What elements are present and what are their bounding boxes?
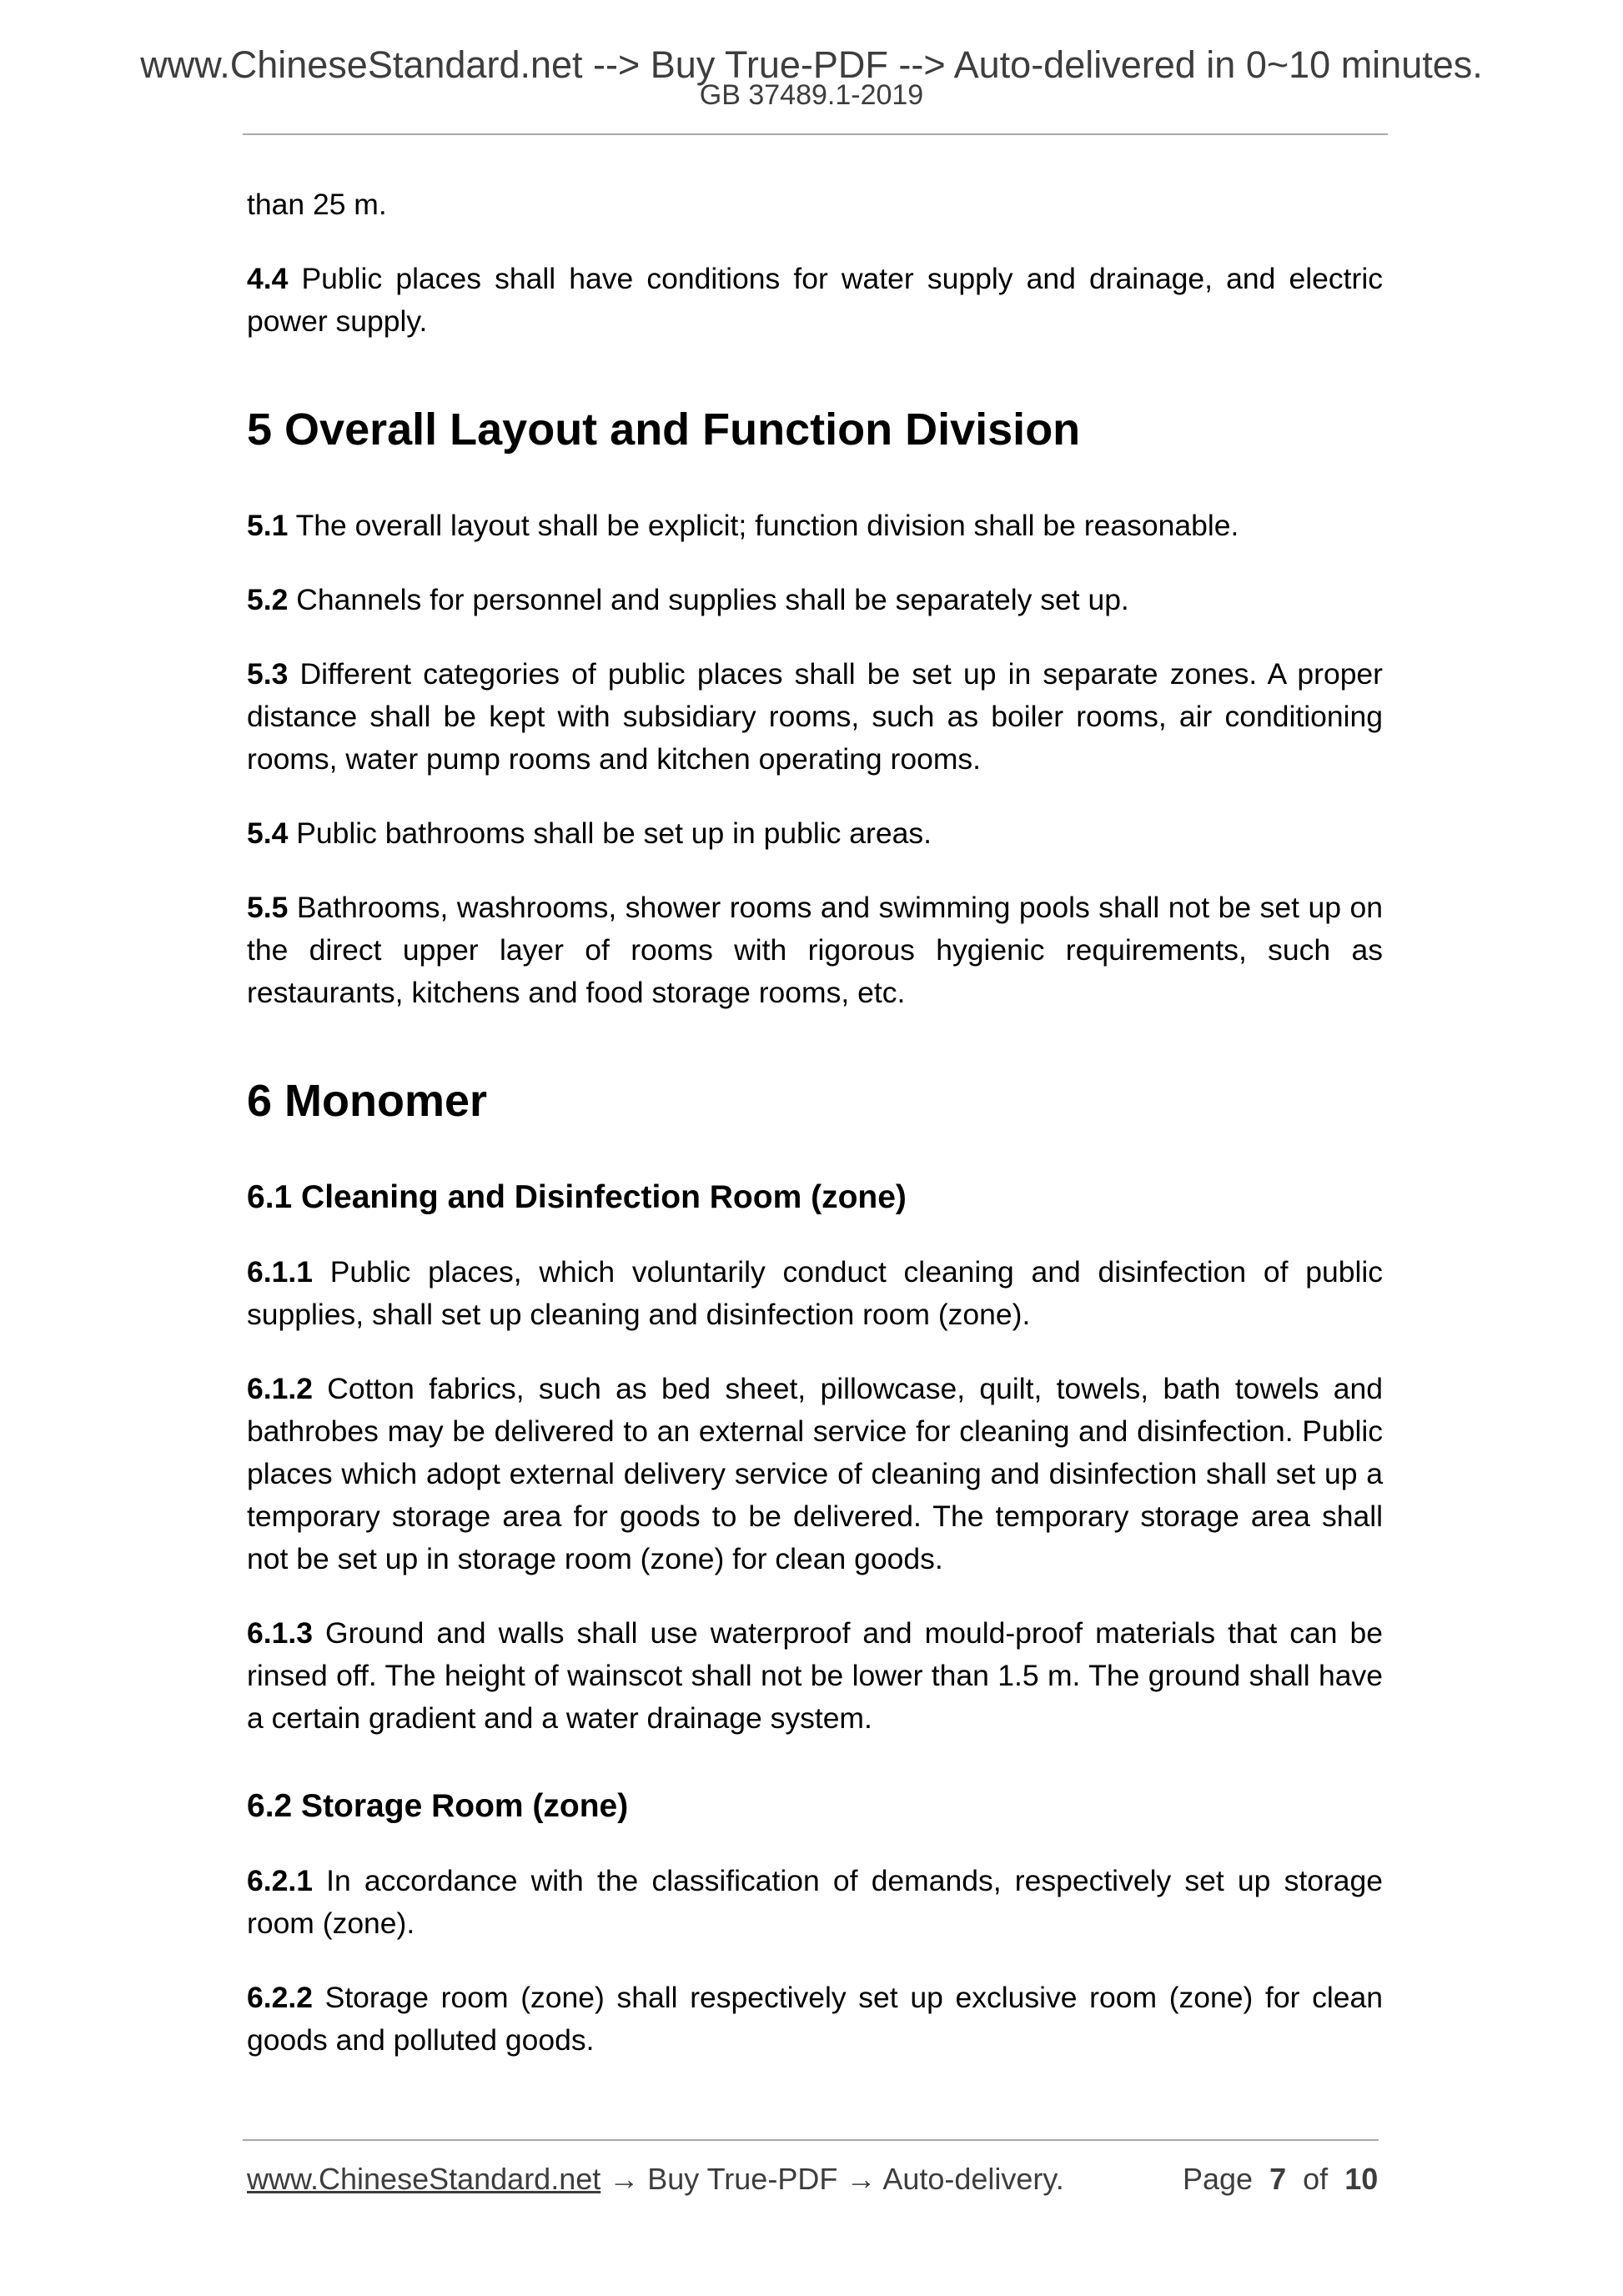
standard-number: GB 37489.1-2019 [699, 79, 924, 111]
subsection-6-1-title: 6.1 Cleaning and Disinfection Room (zone) [247, 1179, 907, 1215]
clause-number: 5.1 [247, 509, 289, 542]
header-divider [243, 133, 1388, 135]
subsection-6-2-title: 6.2 Storage Room (zone) [247, 1788, 629, 1824]
clause-6-1-2 [247, 1368, 1383, 1580]
clause-5-4 [247, 812, 1383, 855]
page-indicator [1183, 2160, 1378, 2198]
clause-5-1 [247, 505, 1383, 547]
page-total: 10 [1344, 2162, 1379, 2196]
continuation-text: than 25 m. [247, 188, 387, 221]
clause-number: 5.5 [247, 891, 289, 924]
clause-5-2 [247, 579, 1383, 621]
page-label: Page [1183, 2162, 1254, 2196]
clause-text: Public places shall have conditions for water supply and drainage, and electric power supply. [247, 262, 1383, 338]
clause-number: 6.2.2 [247, 1981, 313, 2014]
clause-text: In accordance with the classification of demands, respectively set up storage room (zone). [247, 1864, 1383, 1940]
clause-number: 4.4 [247, 262, 289, 295]
clause-text: Storage room (zone) shall respectively set up exclusive room (zone) for clean goods and polluted goods. [247, 1981, 1383, 2057]
clause-5-5 [247, 887, 1383, 1014]
clause-text: Channels for personnel and supplies shall be separately set up. [288, 583, 1129, 616]
section-6-title: 6 Monomer [247, 1076, 488, 1126]
clause-number: 5.2 [247, 583, 289, 616]
clause-number: 6.2.1 [247, 1864, 313, 1897]
clause-6-1-1 [247, 1251, 1383, 1336]
footer-promo [247, 2160, 1064, 2198]
footer-divider [243, 2139, 1379, 2141]
clause-number: 5.3 [247, 657, 289, 691]
clause-text: Public bathrooms shall be set up in public areas. [288, 816, 932, 850]
clause-text: Public places, which voluntarily conduct cleaning and disinfection of public supplies, shall set up cleaning and disinfection room (zone). [247, 1255, 1383, 1331]
footer-site-link[interactable]: www.ChineseStandard.net [247, 2162, 601, 2196]
clause-text: Ground and walls shall use waterproof and mould-proof materials that can be rinsed off. The height of wainscot shall not be lower than 1.5 m. The ground shall have a certain gradient and a water drainage system. [247, 1616, 1383, 1735]
clause-6-2-2 [247, 1977, 1383, 2062]
clause-text: The overall layout shall be explicit; function division shall be reasonable. [288, 509, 1239, 542]
page-current: 7 [1269, 2162, 1287, 2196]
clause-4-4 [247, 258, 1383, 343]
clause-6-1-3 [247, 1612, 1383, 1740]
clause-text: Different categories of public places shall be set up in separate zones. A proper distance shall be kept with subsidiary rooms, such as boiler rooms, air conditioning rooms, water pump rooms and kitchen operating rooms. [247, 657, 1383, 776]
footer-promo-text: → Buy True-PDF → Auto-delivery. [600, 2162, 1064, 2196]
page-content [247, 183, 1383, 2093]
clause-number: 5.4 [247, 816, 289, 850]
clause-6-2-1 [247, 1860, 1383, 1945]
clause-number: 6.1.2 [247, 1372, 313, 1405]
of-label: of [1303, 2162, 1329, 2196]
clause-number: 6.1.1 [247, 1255, 313, 1289]
clause-5-3 [247, 653, 1383, 781]
clause-text: Bathrooms, washrooms, shower rooms and swimming pools shall not be set up on the direct upper layer of rooms with rigorous hygienic requirements, such as restaurants, kitchens and food storage rooms, etc. [247, 891, 1383, 1009]
header-banner: www.ChineseStandard.net --> Buy True-PDF --> Auto-delivered in 0~10 minutes. [140, 43, 1483, 86]
clause-number: 6.1.3 [247, 1616, 313, 1650]
clause-text: Cotton fabrics, such as bed sheet, pillowcase, quilt, towels, bath towels and bathrobes may be delivered to an external service for cleaning and disinfection. Public places which adopt external delivery service of cleaning and disinfection shall set up a temporary storage area for goods to be delivered. The temporary storage area shall not be set up in storage room (zone) for clean goods. [247, 1372, 1383, 1575]
section-5-title: 5 Overall Layout and Function Division [247, 404, 1081, 455]
